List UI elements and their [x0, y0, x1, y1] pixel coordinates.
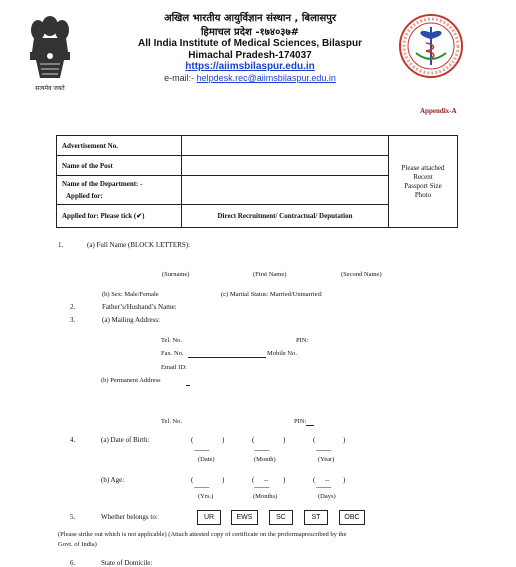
- father-name-label: Father’s/Husband’s Name:: [102, 303, 177, 311]
- item-2-number: 2.: [70, 303, 76, 311]
- department-label: Name of the Department: -: [62, 180, 143, 188]
- item-1-number: 1.: [58, 241, 64, 249]
- paren-open: (: [191, 436, 194, 444]
- paren-open: (: [252, 436, 255, 444]
- permanent-address-line[interactable]: [186, 385, 190, 386]
- photo-text-1: Please attached: [401, 163, 445, 172]
- advertisement-no-field[interactable]: [182, 136, 389, 156]
- pin-label: PIN:: [296, 337, 309, 344]
- photo-text-3: Passport Size: [404, 181, 442, 190]
- category-ur-box[interactable]: UR: [197, 510, 221, 525]
- paren-close: ): [283, 476, 286, 484]
- row-label-applied-tick: Applied for: Please tick (✔): [57, 205, 182, 228]
- strike-note-line-1: (Please strike out which is not applicable) (Attach attested copy of certificate on the proformaprescribed by the: [58, 531, 347, 538]
- hindi-line-1: अखिल भारतीय आयुर्विज्ञान संस्थान , बिलासपुर: [163, 13, 337, 24]
- applied-for-label: Applied for:: [66, 192, 103, 200]
- website-link[interactable]: https://aiimsbilaspur.edu.in: [185, 61, 315, 72]
- item-4-number: 4.: [70, 436, 76, 444]
- paren-open: (: [313, 476, 316, 484]
- aiims-seal-icon: [398, 13, 464, 79]
- dash: --: [325, 477, 330, 484]
- national-emblem: [20, 12, 80, 94]
- institute-name: All India Institute of Medical Sciences, Bilaspur: [138, 38, 362, 49]
- full-name-label: (a) Full Name (BLOCK LETTERS):: [87, 241, 191, 249]
- category-sc-box[interactable]: SC: [269, 510, 293, 525]
- post-name-field[interactable]: [182, 156, 389, 176]
- first-name-caption: (First Name): [253, 271, 287, 278]
- item-5-number: 5.: [70, 513, 76, 521]
- years-caption: (Yrs.): [198, 493, 214, 500]
- photo-box: [389, 136, 458, 228]
- row-label-department: [57, 176, 182, 205]
- pin-label-2: PIN:: [294, 418, 307, 425]
- dob-label: (a) Date of Birth:: [101, 436, 150, 444]
- dots: ---------: [194, 484, 209, 491]
- dots: ---------: [254, 447, 269, 454]
- item-3-number: 3.: [70, 316, 76, 324]
- photo-text-2: Recent: [413, 172, 433, 181]
- fax-line[interactable]: [188, 357, 266, 358]
- dots: ---------: [316, 447, 331, 454]
- fax-label: Fax. No.: [161, 350, 184, 357]
- paren-open: (: [313, 436, 316, 444]
- email-label: e-mail:-: [164, 73, 197, 83]
- paren-close: ): [222, 436, 225, 444]
- paren-close: ): [343, 476, 346, 484]
- paren-open: (: [191, 476, 194, 484]
- mailing-address-label: (a) Mailing Address:: [102, 316, 160, 324]
- marital-status-label: (c) Marital Status: Married/Unmarried:: [221, 291, 323, 298]
- strike-note-line-2: Govt. of India): [58, 541, 97, 548]
- paren-open: (: [252, 476, 255, 484]
- month-caption: (Month): [254, 456, 276, 463]
- domicile-label: State of Domicile:: [101, 559, 153, 567]
- table-row: [57, 136, 458, 156]
- application-table: [56, 135, 458, 228]
- dots: ---------: [316, 484, 331, 491]
- dash: --: [264, 477, 269, 484]
- paren-close: ): [343, 436, 346, 444]
- recruitment-type-field[interactable]: Direct Recruitment/ Contractual/ Deputation: [182, 205, 389, 228]
- mobile-label: Mobile No.: [267, 350, 297, 357]
- row-label-post: Name of the Post: [57, 156, 182, 176]
- paren-close: ): [222, 476, 225, 484]
- dots: ---------: [194, 447, 209, 454]
- second-name-caption: (Second Name): [341, 271, 382, 278]
- year-caption: (Year): [318, 456, 335, 463]
- sex-label: (b) Sex: Male/Female: [102, 291, 159, 298]
- tel-label: Tel. No.: [161, 337, 183, 344]
- tel-label-2: Tel. No.: [161, 418, 183, 425]
- email-id-label: Email ID:: [161, 364, 187, 371]
- age-label: (b) Age:: [101, 476, 125, 484]
- item-6-number: 6.: [70, 559, 76, 567]
- days-caption: (Days): [318, 493, 336, 500]
- email-link[interactable]: helpdesk.rec@aiimsbilaspur.edu.in: [196, 73, 336, 83]
- emblem-motto: सत्यमेव जयते: [35, 85, 65, 92]
- institute-state: Himachal Pradesh-174037: [188, 50, 312, 61]
- ashoka-emblem-icon: [20, 12, 80, 84]
- paren-close: ): [283, 436, 286, 444]
- category-ews-box[interactable]: EWS: [231, 510, 258, 525]
- pin-line-2[interactable]: [306, 425, 314, 426]
- row-label-advertisement: Advertisement No.: [57, 136, 182, 156]
- department-field[interactable]: [182, 176, 389, 205]
- surname-caption: (Surname): [162, 271, 190, 278]
- date-caption: (Date): [198, 456, 215, 463]
- category-st-box[interactable]: ST: [304, 510, 328, 525]
- appendix-label: Appendix-A: [420, 107, 457, 115]
- dots: ---------: [254, 484, 269, 491]
- hindi-line-2: हिमाचल प्रदेश -१७४०३७#: [200, 27, 300, 38]
- months-caption: (Months): [253, 493, 278, 500]
- aiims-logo: [398, 13, 464, 79]
- permanent-address-label: (b) Permanent Address: [101, 377, 161, 384]
- photo-text-4: Photo: [414, 190, 432, 199]
- belongs-label: Whether belongs to:: [101, 513, 158, 521]
- category-obc-box[interactable]: OBC: [339, 510, 365, 525]
- email-line: [120, 73, 380, 83]
